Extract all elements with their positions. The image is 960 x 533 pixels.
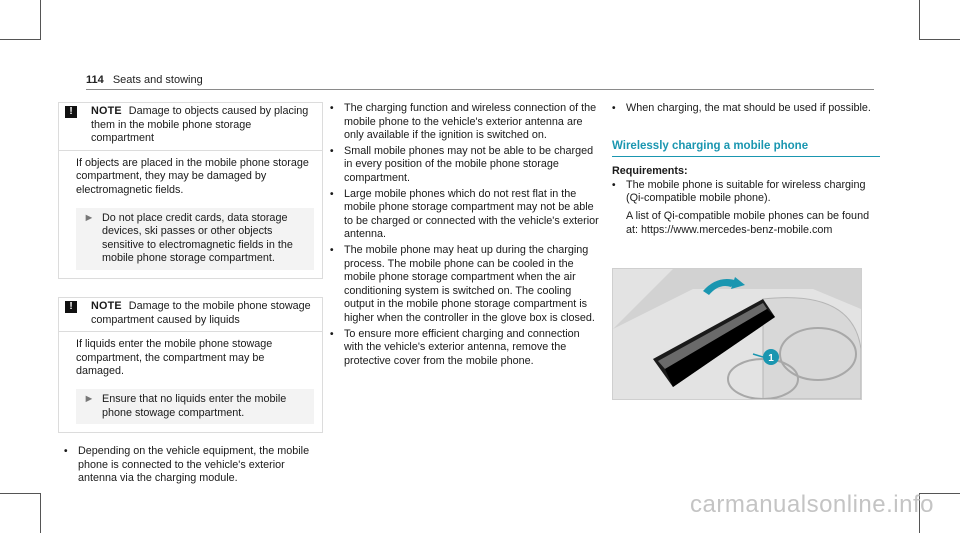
list-item-text: To ensure more efficient charging and connection with the vehicle's exterior antenna, remove the protective cover from the mobile phone. <box>344 327 580 367</box>
note-body <box>59 151 322 278</box>
note-heading: Damage to objects caused by placing them in the mobile phone storage compartment <box>91 105 309 145</box>
page-header <box>86 74 203 86</box>
bullet-list <box>612 102 880 116</box>
note-text: If liquids enter the mobile phone stowage compartment, the compartment may be damaged. <box>76 338 273 378</box>
callout-1 <box>763 349 779 365</box>
page-number: 114 <box>86 74 104 86</box>
instruction <box>76 208 314 270</box>
requirement-subtext: A list of Qi-compatible mobile phones can be found at: https://www.mercedes-benz-mobile.com <box>626 209 870 236</box>
section-name: Seats and stowing <box>112 74 203 86</box>
crop-mark <box>919 0 920 40</box>
note-box <box>58 297 323 433</box>
column-2 <box>330 102 600 370</box>
bullet-icon: • <box>64 446 68 458</box>
bullet-icon: • <box>612 103 616 114</box>
note-heading-text <box>91 105 314 146</box>
list-item <box>64 445 323 486</box>
section-title: Wirelessly charging a mobile phone <box>612 140 880 158</box>
warning-icon: ! <box>65 301 77 313</box>
bullet-icon: • <box>330 188 334 200</box>
note-header <box>59 298 322 332</box>
requirements-list <box>612 179 880 237</box>
crop-mark <box>0 39 40 40</box>
watermark: carmanualsonline.info <box>690 491 934 518</box>
bullet-icon: • <box>612 179 616 191</box>
callout-label: 1 <box>768 353 774 364</box>
crop-mark <box>920 39 960 40</box>
requirements-label: Requirements: <box>612 165 688 178</box>
list-item <box>330 102 600 143</box>
bullet-list <box>58 445 323 486</box>
crop-mark <box>0 493 40 494</box>
crop-mark <box>40 0 41 40</box>
instruction <box>76 389 314 424</box>
instruction-text: Do not place credit cards, data storage devices, ski passes or other objects sensitive to electromagnetic fields in the mobile phone storage compartment. <box>102 211 293 265</box>
list-item <box>330 145 600 186</box>
list-item-text: Large mobile phones which do not rest flat in the mobile phone storage compartment may not be able to be charged or connected with the vehicle's exterior antenna. <box>344 187 599 241</box>
note-heading: Damage to the mobile phone stowage compartment caused by liquids <box>91 299 311 326</box>
list-item <box>612 102 880 116</box>
bullet-icon: • <box>330 145 334 157</box>
list-item <box>612 179 880 237</box>
note-label: NOTE <box>91 105 122 117</box>
bullet-icon: • <box>330 328 334 340</box>
header-divider <box>86 89 874 90</box>
arrow-right-icon: ► <box>83 211 95 224</box>
note-heading-text <box>91 300 314 327</box>
note-label: NOTE <box>91 299 122 312</box>
warning-icon: ! <box>65 106 77 118</box>
list-item-text: Small mobile phones may not be able to be charged in every position of the mobile phone storage compartment. <box>344 144 594 184</box>
requirement-text: The mobile phone is suitable for wireless charging (Qi-compatible mobile phone). <box>626 178 866 205</box>
list-item <box>330 328 600 369</box>
bullet-icon: • <box>330 244 334 256</box>
arrow-right-icon: ► <box>83 392 95 405</box>
list-item-text: When charging, the mat should be used if possible. <box>626 102 871 114</box>
console-drawing <box>613 269 861 399</box>
bullet-icon: • <box>330 103 334 114</box>
list-item-text: The charging function and wireless connection of the mobile phone to the vehicle's exterior antenna are only available if the ignition is switched on. <box>344 102 597 142</box>
list-item <box>330 188 600 242</box>
column-1 <box>58 102 323 488</box>
note-body <box>59 332 322 432</box>
column-3 <box>612 102 880 239</box>
note-box <box>58 102 323 279</box>
crop-mark <box>40 493 41 533</box>
instruction-text: Ensure that no liquids enter the mobile phone stowage compartment. <box>102 392 287 419</box>
note-header <box>59 103 322 151</box>
charging-compartment-illustration <box>612 268 862 400</box>
list-item-text: The mobile phone may heat up during the charging process. The mobile phone can be cooled in the mobile phone storage compartment when the air conditioning system is switched on. The cooling output in the mobile phone storage compartment is higher when the controller in the glove box is closed. <box>344 243 595 324</box>
note-text: If objects are placed in the mobile phone storage compartment, they may be damaged by electromagnetic fields. <box>76 156 309 196</box>
list-item-text: Depending on the vehicle equipment, the mobile phone is connected to the vehicle's exterior antenna via the charging module. <box>78 445 310 485</box>
list-item <box>330 244 600 326</box>
bullet-list <box>330 102 600 368</box>
